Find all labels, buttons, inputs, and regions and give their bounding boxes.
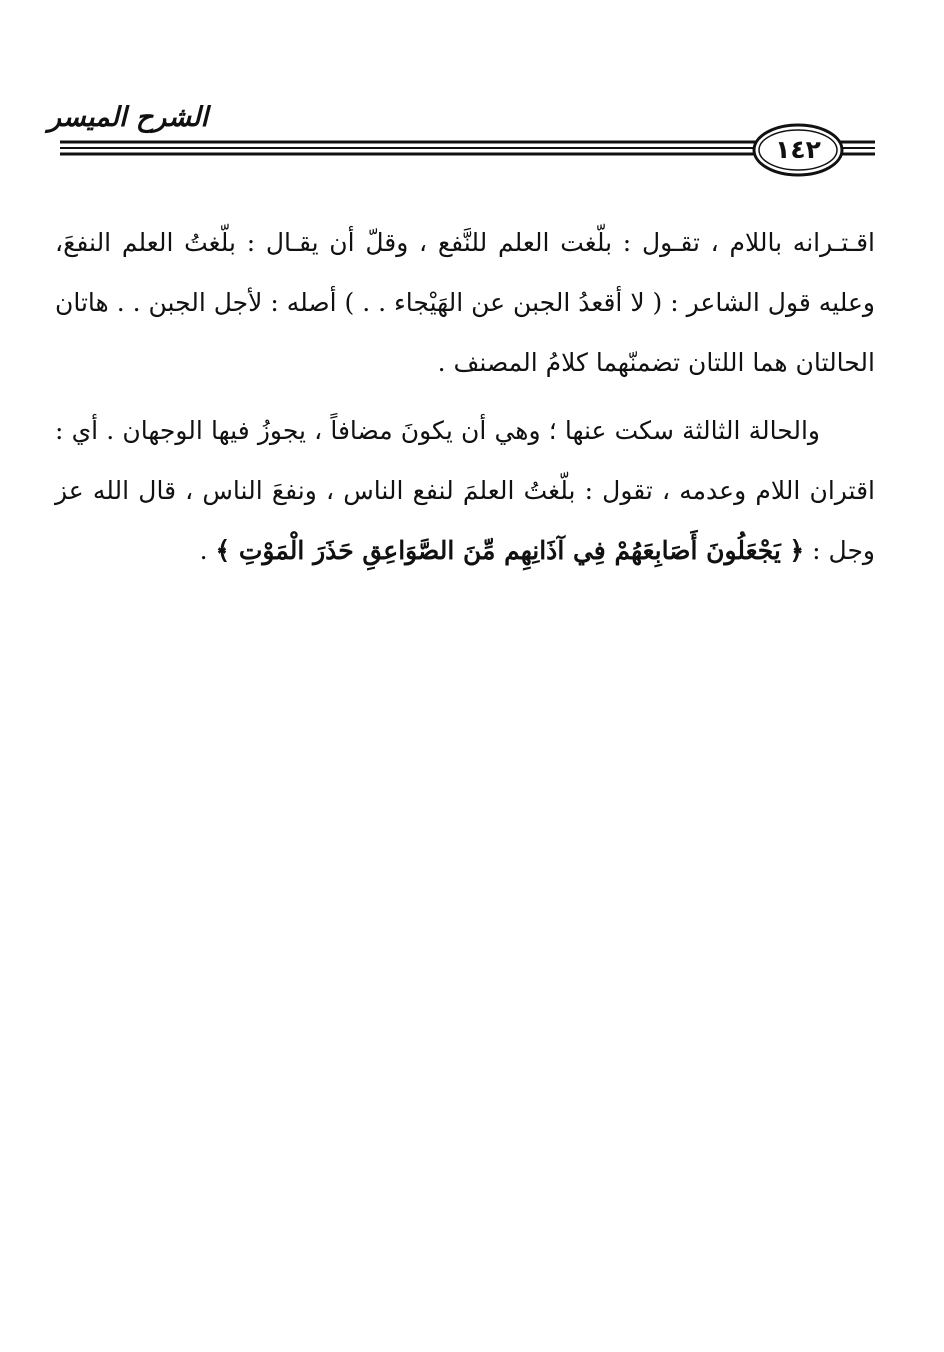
paragraph-2-intro: والحالة الثالثة سكت عنها ؛ وهي أن يكونَ مضافاً ، يجوزُ فيها الوجهان . أي : اقتران اللام وعدمه ، تقول : بلّغتُ العلمَ لنفع الناس ، ونفعَ الناس ، قال الله عز وجل :	[55, 416, 875, 565]
paragraph-2	[55, 401, 875, 581]
paragraph-2-end: .	[199, 536, 216, 565]
paragraph-1: اقـتـرانه باللام ، تقـول : بلّغت العلم للنَّفع ، وقلّ أن يقـال : بلّغتُ العلم النفعَ، وعليه قول الشاعر : ( لا أقعدُ الجبن عن الهَيْجاء . . ) أصله : لأجل الجبن . . هاتان الحالتان هما اللتان تضمنّهما كلامُ المصنف .	[55, 228, 875, 377]
main-text	[55, 213, 875, 581]
page-header	[0, 0, 944, 190]
quran-verse: ﴿ يَجْعَلُونَ أَصَابِعَهُمْ فِي آذَانِهِم مِّنَ الصَّوَاعِقِ حَذَرَ الْمَوْتِ ﴾	[215, 536, 805, 565]
book-title: الشرح الميسر	[48, 102, 209, 133]
page-number: ١٤٢	[775, 135, 821, 164]
